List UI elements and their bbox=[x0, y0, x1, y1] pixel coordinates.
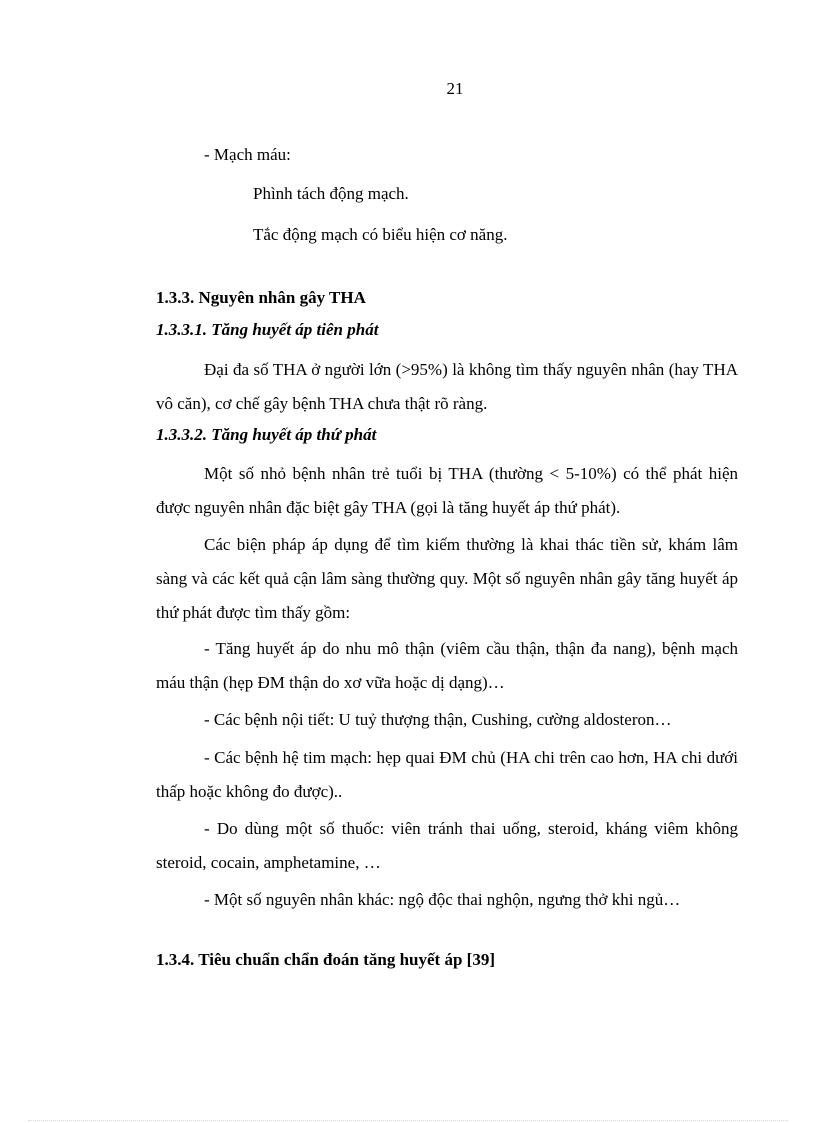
list-item: - Do dùng một số thuốc: viên tránh thai uống, steroid, kháng viêm không steroid, cocain, amphetamine, … bbox=[156, 819, 738, 872]
page-number: 21 bbox=[446, 79, 464, 98]
list-item: - Một số nguyên nhân khác: ngộ độc thai nghộn, ngưng thở khi ngủ… bbox=[204, 890, 681, 909]
paragraph-primary-hypertension: Đại đa số THA ở người lớn (>95%) là không tìm thấy nguyên nhân (hay THA vô căn), cơ chế gây bệnh THA chưa thật rõ ràng. bbox=[156, 360, 738, 413]
list-item: - Các bệnh hệ tim mạch: hẹp quai ĐM chủ (HA chi trên cao hơn, HA chi dưới thấp hoặc không đo được).. bbox=[156, 748, 738, 801]
paragraph-methods: Các biện pháp áp dụng để tìm kiếm thường là khai thác tiền sử, khám lâm sàng và các kết quả cận lâm sàng thường quy. Một số nguyên nhân gây tăng huyết áp thứ phát được tìm thấy gồm: bbox=[156, 535, 738, 622]
section-heading-1-3-3: 1.3.3. Nguyên nhân gây THA bbox=[156, 288, 366, 307]
list-item: Tắc động mạch có biểu hiện cơ năng. bbox=[253, 225, 508, 244]
paragraph-secondary-intro: Một số nhỏ bệnh nhân trẻ tuổi bị THA (thường < 5-10%) có thể phát hiện được nguyên nhân đặc biệt gây THA (gọi là tăng huyết áp thứ phát). bbox=[156, 464, 738, 517]
section-heading-1-3-4: 1.3.4. Tiêu chuẩn chẩn đoán tăng huyết áp [39] bbox=[156, 950, 495, 969]
list-label-mach-mau: - Mạch máu: bbox=[204, 145, 291, 164]
list-item: - Các bệnh nội tiết: U tuỷ thượng thận, Cushing, cường aldosteron… bbox=[204, 710, 672, 729]
page-bottom-divider bbox=[28, 1120, 788, 1121]
subsection-heading-1-3-3-2: 1.3.3.2. Tăng huyết áp thứ phát bbox=[156, 425, 377, 444]
subsection-heading-1-3-3-1: 1.3.3.1. Tăng huyết áp tiên phát bbox=[156, 320, 379, 339]
list-item: Phình tách động mạch. bbox=[253, 184, 409, 203]
list-item: - Tăng huyết áp do nhu mô thận (viêm cầu thận, thận đa nang), bệnh mạch máu thận (hẹp ĐM thận do xơ vữa hoặc dị dạng)… bbox=[156, 639, 738, 692]
